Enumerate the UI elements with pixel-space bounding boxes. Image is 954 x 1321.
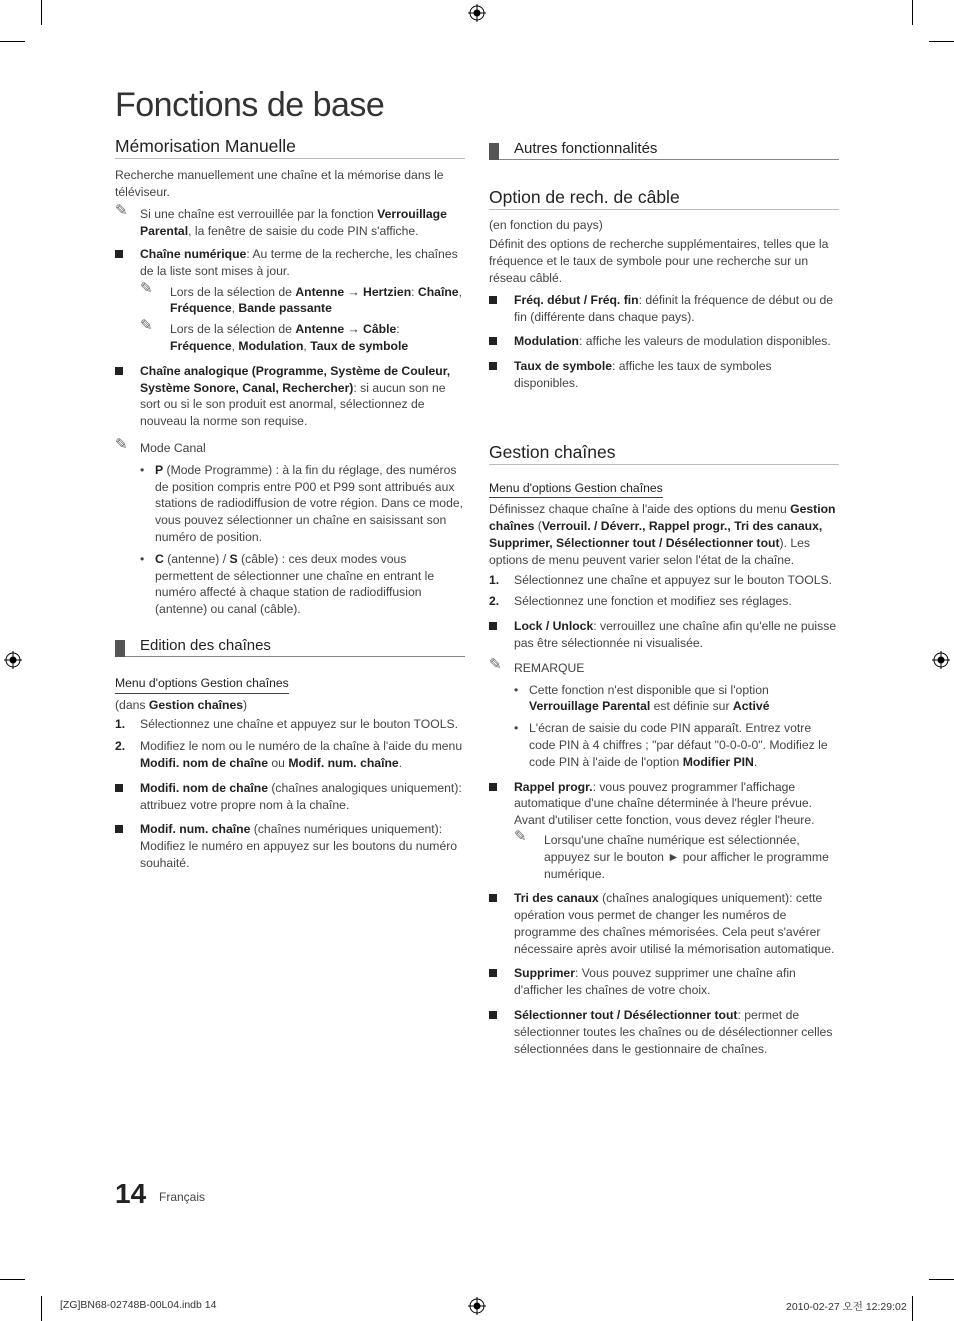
gest-intro: Définissez chaque chaîne à l'aide des options du menu Gestion chaînes (Verrouil. / Déverr., Rappel progr., Tri des canaux, Supprimer, Sélectionner tout / Désélectionner tout). Les options de menu peuvent varier selon l'état de la chaîne. <box>489 502 836 567</box>
bullet-item: • L'écran de saisie du code PIN apparaît. Entrez votre code PIN à 4 chiffres ; "par défaut "0-0-0-0". Modifiez le code PIN à l'aide de l'option Modifier PIN. <box>514 721 828 769</box>
step-item: 1. Sélectionnez une chaîne et appuyez sur le bouton TOOLS. <box>489 572 833 587</box>
crosshair-registration-icon <box>468 4 486 22</box>
crop-mark <box>912 0 913 25</box>
page-language: Français <box>159 1190 206 1204</box>
list-item-rappel: Rappel progr.: vous pouvez programmer l'affichage automatique d'une chaîne déterminée à l'heure prévue. Avant d'utiliser cette fonction, vous devez régler l'heure. ✎ Lorsqu'une chaîne numérique est sélectionnée, appuyez sur le bouton ► pour afficher le programme numérique. <box>489 779 839 883</box>
crop-mark <box>929 41 954 42</box>
menu-subtitle: Menu d'options Gestion chaînes <box>115 675 289 694</box>
edit-context: (dans Gestion chaînes) <box>115 697 248 712</box>
square-bullet-icon <box>489 337 497 345</box>
crosshair-registration-icon <box>468 1297 486 1315</box>
menu-subtitle: Menu d'options Gestion chaînes <box>489 480 663 499</box>
square-bullet-icon <box>489 622 497 630</box>
list-item-chaine-numerique: Chaîne numérique: Au terme de la recherche, les chaînes de la liste sont mises à jour. ✎ Lors de la sélection de Antenne → Hertzien: Chaîne, Fréquence, Bande passante ✎ Lors de la sélection de Antenne → Câble: Fréquence, Modulation, Taux de symbole <box>115 246 465 355</box>
pencil-note-icon: ✎ <box>140 279 153 297</box>
note: ✎ Mode Canal <box>115 435 206 455</box>
list-item-supprimer: Supprimer: Vous pouvez supprimer une chaîne afin d'afficher les chaînes de votre choix. <box>489 965 839 999</box>
list-item-freq: Fréq. début / Fréq. fin: définit la fréquence de début ou de fin (différente dans chaque pays). <box>489 292 839 326</box>
step-item: 1. Sélectionnez une chaîne et appuyez sur le bouton TOOLS. <box>115 717 459 732</box>
pencil-note-icon: ✎ <box>514 827 527 845</box>
square-bullet-icon <box>489 296 497 304</box>
crop-mark <box>41 1296 42 1321</box>
section-title-memorisation: Mémorisation Manuelle <box>115 138 465 159</box>
square-bullet-icon <box>115 784 123 792</box>
crop-mark <box>0 41 25 42</box>
square-bullet-icon <box>115 367 123 375</box>
print-slug-right: 2010-02-27 오전 12:29:02 <box>786 1301 907 1313</box>
crop-mark <box>41 0 42 25</box>
left-column <box>115 138 465 872</box>
pencil-note-icon: ✎ <box>115 202 128 220</box>
note: ✎ Si une chaîne est verrouillée par la fonction Verrouillage Parental, la fenêtre de saisie du code PIN s'affiche. <box>115 202 447 239</box>
section-title-gestion: Gestion chaînes <box>489 444 839 465</box>
note: ✎ Lorsqu'une chaîne numérique est sélectionnée, appuyez sur le bouton ► pour afficher le programme numérique. <box>514 827 829 881</box>
memo-intro: Recherche manuellement une chaîne et la mémorise dans le téléviseur. <box>115 167 444 199</box>
square-bullet-icon <box>489 362 497 370</box>
note: ✎ Lors de la sélection de Antenne → Hertzien: Chaîne, Fréquence, Bande passante <box>140 279 462 316</box>
pencil-note-icon: ✎ <box>489 655 502 673</box>
list-item-modifi-nom: Modifi. nom de chaîne (chaînes analogiques uniquement): attribuez votre propre nom à la chaîne. <box>115 780 465 814</box>
page-title: Fonctions de base <box>115 86 385 124</box>
square-bullet-icon <box>489 783 497 791</box>
crop-mark <box>929 1279 954 1280</box>
square-bullet-icon <box>115 250 123 258</box>
list-item-chaine-analogique: Chaîne analogique (Programme, Système de Couleur, Système Sonore, Canal, Rechercher): si aucun son ne sort ou si le son produit est anormal, sélectionnez de nouveau la norme son requise. <box>115 363 465 430</box>
right-column <box>489 141 839 1057</box>
step-item: 2. Sélectionnez une fonction et modifiez ses réglages. <box>489 594 792 609</box>
step-item: 2. Modifiez le nom ou le numéro de la chaîne à l'aide du menu Modifi. nom de chaîne ou Modif. num. chaîne. <box>115 739 463 770</box>
list-item-modulation: Modulation: affiche les valeurs de modulation disponibles. <box>489 333 839 350</box>
crosshair-registration-icon <box>4 651 22 669</box>
crop-mark <box>912 1296 913 1321</box>
opt-intro: Définit des options de recherche supplémentaires, telles que la fréquence et le taux de symbole pour une recherche sur un réseau câblé. <box>489 237 829 285</box>
crosshair-registration-icon <box>932 651 950 669</box>
print-slug-left: [ZG]BN68-02748B-00L04.indb 14 <box>60 1299 217 1311</box>
page-number: 14 <box>115 1178 147 1209</box>
section-title-edition: Edition des chaînes <box>115 638 465 657</box>
list-item-modif-num: Modif. num. chaîne (chaînes numériques uniquement): Modifiez le numéro en appuyez sur les boutons du numéro souhaité. <box>115 821 465 871</box>
section-title-option-cable: Option de rech. de câble <box>489 189 839 210</box>
square-bullet-icon <box>489 1011 497 1019</box>
list-item-taux: Taux de symbole: affiche les taux de symboles disponibles. <box>489 358 839 392</box>
list-item-selectionner: Sélectionner tout / Désélectionner tout: permet de sélectionner toutes les chaînes ou de désélectionner celles sélectionnées dans le gestionnaire de chaînes. <box>489 1007 839 1057</box>
opt-country: (en fonction du pays) <box>489 217 603 232</box>
list-item-lock: Lock / Unlock: verrouillez une chaîne afin qu'elle ne puisse pas être sélectionnée ni visualisée. <box>489 618 839 652</box>
bullet-item-c: • C (antenne) / S (câble) : ces deux modes vous permettent de sélectionner une chaîne en entrant le numéro affecté à chaque station de radiodiffusion (antenne) ou canal (câble). <box>140 551 435 617</box>
square-bullet-icon <box>489 969 497 977</box>
crop-mark <box>0 1279 25 1280</box>
square-bullet-icon <box>489 894 497 902</box>
bullet-item: • Cette fonction n'est disponible que si l'option Verrouillage Parental est définie sur Activé <box>514 682 770 714</box>
square-bullet-icon <box>115 825 123 833</box>
pencil-note-icon: ✎ <box>140 317 153 335</box>
section-title-autres: Autres fonctionnalités <box>489 141 839 160</box>
bullet-item-p: • P (Mode Programme) : à la fin du réglage, des numéros de position compris entre P00 et P99 sont attribués aux stations de radiodiffusion de votre région. Dans ce mode, vous pouvez sélectionner un chaîne en saisissant son numéro de position. <box>140 462 464 544</box>
pencil-note-icon: ✎ <box>115 435 128 453</box>
note: ✎ REMARQUE <box>489 655 585 675</box>
list-item-tri: Tri des canaux (chaînes analogiques uniquement): cette opération vous permet de changer les numéros de programme des chaînes mémorisées. Cela peut s'avérer nécessaire après avoir utilisé la mémorisation automatique. <box>489 890 839 957</box>
note: ✎ Lors de la sélection de Antenne → Câble: Fréquence, Modulation, Taux de symbole <box>140 317 409 353</box>
